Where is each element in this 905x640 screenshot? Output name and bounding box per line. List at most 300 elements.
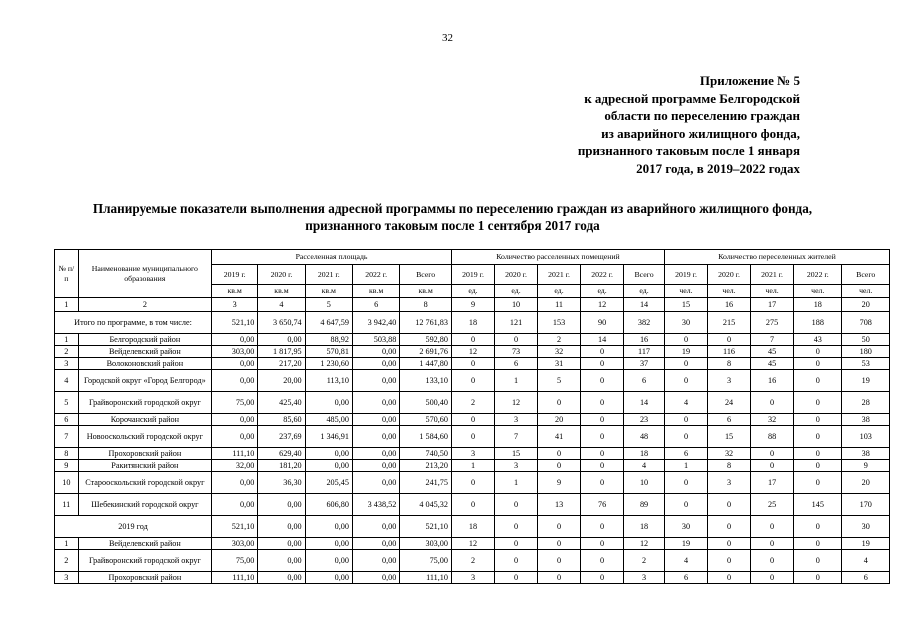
header-unit: чел.: [708, 285, 751, 298]
value-cell: 237,69: [258, 426, 305, 448]
value-cell: 12: [624, 538, 665, 550]
value-cell: 85,60: [258, 414, 305, 426]
value-cell: 116: [708, 346, 751, 358]
value-cell: 0,00: [212, 334, 258, 346]
value-cell: 0,00: [352, 448, 399, 460]
total-cell: 30: [664, 312, 707, 334]
value-cell: 0: [794, 448, 842, 460]
value-cell: 0: [581, 572, 624, 584]
municipality-name: Старооскольский городской округ: [78, 472, 211, 494]
header-year: 2021 г.: [751, 265, 794, 285]
value-cell: 6: [842, 572, 890, 584]
value-cell: 0: [538, 392, 581, 414]
value-cell: 0: [664, 358, 707, 370]
value-cell: 133,10: [400, 370, 452, 392]
value-cell: 12: [495, 392, 538, 414]
value-cell: 53: [842, 358, 890, 370]
value-cell: 38: [842, 414, 890, 426]
value-cell: 6: [624, 370, 665, 392]
value-cell: 38: [842, 448, 890, 460]
value-cell: 1 346,91: [305, 426, 352, 448]
total-cell: 30: [842, 516, 890, 538]
value-cell: 0,00: [352, 392, 399, 414]
value-cell: 31: [538, 358, 581, 370]
appendix-line: 2017 года, в 2019–2022 годах: [636, 160, 800, 176]
value-cell: 303,00: [212, 346, 258, 358]
total-cell: 188: [794, 312, 842, 334]
value-cell: 503,88: [352, 334, 399, 346]
appendix-header: [480, 72, 800, 177]
row-number: 7: [55, 426, 79, 448]
value-cell: 13: [538, 494, 581, 516]
total-cell: 121: [495, 312, 538, 334]
value-cell: 8: [708, 358, 751, 370]
value-cell: 19: [664, 538, 707, 550]
value-cell: 0: [451, 370, 494, 392]
value-cell: 3: [495, 414, 538, 426]
header-year: 2020 г.: [708, 265, 751, 285]
total-cell: 521,10: [400, 516, 452, 538]
value-cell: 2: [624, 550, 665, 572]
value-cell: 0: [794, 538, 842, 550]
total-cell: 18: [624, 516, 665, 538]
total-cell: 382: [624, 312, 665, 334]
header-group-premises: Количество расселенных помещений: [451, 250, 664, 265]
header-year: 2019 г.: [212, 265, 258, 285]
value-cell: 2: [538, 334, 581, 346]
value-cell: 0,00: [352, 358, 399, 370]
value-cell: 0: [751, 392, 794, 414]
value-cell: 12: [451, 346, 494, 358]
value-cell: 75,00: [212, 392, 258, 414]
value-cell: 0,00: [352, 538, 399, 550]
value-cell: 1 584,60: [400, 426, 452, 448]
value-cell: 1: [664, 460, 707, 472]
value-cell: 12: [451, 538, 494, 550]
value-cell: 0: [451, 472, 494, 494]
value-cell: 0: [451, 334, 494, 346]
value-cell: 4: [624, 460, 665, 472]
total-cell: 521,10: [212, 516, 258, 538]
value-cell: 0: [794, 392, 842, 414]
value-cell: 0: [664, 494, 707, 516]
row-number: 10: [55, 472, 79, 494]
value-cell: 241,75: [400, 472, 452, 494]
value-cell: 0: [751, 460, 794, 472]
value-cell: 606,80: [305, 494, 352, 516]
column-number: 18: [794, 298, 842, 312]
value-cell: 111,10: [400, 572, 452, 584]
value-cell: 0: [794, 550, 842, 572]
value-cell: 32: [708, 448, 751, 460]
value-cell: 18: [624, 448, 665, 460]
value-cell: 32,00: [212, 460, 258, 472]
value-cell: 0,00: [352, 414, 399, 426]
value-cell: 0: [751, 550, 794, 572]
value-cell: 4 045,32: [400, 494, 452, 516]
value-cell: 6: [664, 448, 707, 460]
table-row: [55, 392, 890, 414]
header-year: Всего: [400, 265, 452, 285]
value-cell: 73: [495, 346, 538, 358]
total-cell: 30: [664, 516, 707, 538]
header-unit: кв.м: [305, 285, 352, 298]
value-cell: 9: [842, 460, 890, 472]
table-row: [55, 550, 890, 572]
header-name: Наименование муниципального образования: [78, 250, 211, 298]
year-2019-total-row: [55, 516, 890, 538]
value-cell: 0: [538, 448, 581, 460]
value-cell: 170: [842, 494, 890, 516]
row-number: 4: [55, 370, 79, 392]
value-cell: 103: [842, 426, 890, 448]
value-cell: 111,10: [212, 448, 258, 460]
row-label: Итого по программе, в том числе:: [55, 312, 212, 334]
value-cell: 0: [581, 358, 624, 370]
table-row: [55, 572, 890, 584]
header-year: Всего: [842, 265, 890, 285]
municipality-name: Грайворонский городской округ: [78, 550, 211, 572]
row-number: 3: [55, 358, 79, 370]
value-cell: 0: [581, 550, 624, 572]
value-cell: 88,92: [305, 334, 352, 346]
value-cell: 0: [708, 550, 751, 572]
column-number: 20: [842, 298, 890, 312]
value-cell: 0,00: [352, 346, 399, 358]
value-cell: 7: [495, 426, 538, 448]
value-cell: 0: [495, 494, 538, 516]
value-cell: 0: [538, 550, 581, 572]
column-number: 15: [664, 298, 707, 312]
municipality-name: Корочанский район: [78, 414, 211, 426]
row-number: 11: [55, 494, 79, 516]
value-cell: 0: [495, 334, 538, 346]
value-cell: 6: [708, 414, 751, 426]
value-cell: 50: [842, 334, 890, 346]
value-cell: 3: [495, 460, 538, 472]
value-cell: 0,00: [305, 460, 352, 472]
value-cell: 3: [451, 448, 494, 460]
value-cell: 1: [495, 472, 538, 494]
value-cell: 16: [751, 370, 794, 392]
value-cell: 0: [581, 346, 624, 358]
value-cell: 0,00: [352, 370, 399, 392]
header-unit: ед.: [581, 285, 624, 298]
column-number: 6: [352, 298, 399, 312]
value-cell: 3 438,52: [352, 494, 399, 516]
column-numbers-row: [55, 298, 890, 312]
header-year: 2022 г.: [581, 265, 624, 285]
total-cell: 0: [751, 516, 794, 538]
total-cell: 708: [842, 312, 890, 334]
row-number: 1: [55, 538, 79, 550]
header-unit: ед.: [451, 285, 494, 298]
header-unit: кв.м: [212, 285, 258, 298]
row-number: 5: [55, 392, 79, 414]
header-group-area: Расселенная площадь: [212, 250, 452, 265]
value-cell: 0: [708, 572, 751, 584]
municipality-name: Ракитянский район: [78, 460, 211, 472]
value-cell: 75,00: [400, 550, 452, 572]
value-cell: 0: [664, 426, 707, 448]
value-cell: 0,00: [212, 472, 258, 494]
total-cell: 0,00: [258, 516, 305, 538]
value-cell: 181,20: [258, 460, 305, 472]
value-cell: 3: [624, 572, 665, 584]
value-cell: 4: [664, 550, 707, 572]
value-cell: 0: [708, 494, 751, 516]
value-cell: 0: [708, 538, 751, 550]
header-unit: кв.м: [400, 285, 452, 298]
value-cell: 45: [751, 346, 794, 358]
table-row: [55, 448, 890, 460]
value-cell: 0,00: [352, 426, 399, 448]
table-row: [55, 494, 890, 516]
value-cell: 32: [751, 414, 794, 426]
value-cell: 76: [581, 494, 624, 516]
header-unit: кв.м: [258, 285, 305, 298]
value-cell: 0: [794, 414, 842, 426]
value-cell: 0,00: [305, 572, 352, 584]
table-row: [55, 414, 890, 426]
total-cell: 0,00: [305, 516, 352, 538]
value-cell: 0: [794, 572, 842, 584]
value-cell: 0: [751, 538, 794, 550]
appendix-line: к адресной программе Белгородской: [584, 90, 800, 106]
value-cell: 20: [538, 414, 581, 426]
value-cell: 0,00: [258, 572, 305, 584]
value-cell: 0: [581, 460, 624, 472]
column-number: 12: [581, 298, 624, 312]
value-cell: 0,00: [212, 414, 258, 426]
value-cell: 0: [538, 572, 581, 584]
value-cell: 0: [451, 358, 494, 370]
value-cell: 19: [842, 370, 890, 392]
value-cell: 0: [451, 494, 494, 516]
value-cell: 0: [495, 538, 538, 550]
header-row-groups: [55, 250, 890, 265]
value-cell: 20: [842, 472, 890, 494]
value-cell: 0: [581, 472, 624, 494]
value-cell: 89: [624, 494, 665, 516]
document-title: [30, 200, 875, 234]
value-cell: 0,00: [258, 538, 305, 550]
header-year: 2022 г.: [352, 265, 399, 285]
total-cell: 275: [751, 312, 794, 334]
total-cell: 3 650,74: [258, 312, 305, 334]
total-cell: 12 761,83: [400, 312, 452, 334]
total-cell: 0: [581, 516, 624, 538]
value-cell: 145: [794, 494, 842, 516]
value-cell: 0,00: [305, 448, 352, 460]
value-cell: 592,80: [400, 334, 452, 346]
value-cell: 1 447,80: [400, 358, 452, 370]
value-cell: 0: [664, 370, 707, 392]
value-cell: 0: [794, 460, 842, 472]
value-cell: 0,00: [212, 494, 258, 516]
appendix-line: из аварийного жилищного фонда,: [601, 125, 800, 141]
header-year: 2019 г.: [451, 265, 494, 285]
value-cell: 213,20: [400, 460, 452, 472]
value-cell: 1: [495, 370, 538, 392]
value-cell: 0: [581, 448, 624, 460]
page-number: 32: [442, 32, 453, 44]
header-unit: ед.: [624, 285, 665, 298]
value-cell: 25: [751, 494, 794, 516]
value-cell: 500,40: [400, 392, 452, 414]
column-number: 11: [538, 298, 581, 312]
header-unit: чел.: [751, 285, 794, 298]
table-row: [55, 538, 890, 550]
value-cell: 5: [538, 370, 581, 392]
column-number: 14: [624, 298, 665, 312]
row-number: 3: [55, 572, 79, 584]
table-row: [55, 346, 890, 358]
value-cell: 17: [751, 472, 794, 494]
value-cell: 23: [624, 414, 665, 426]
value-cell: 570,60: [400, 414, 452, 426]
value-cell: 28: [842, 392, 890, 414]
value-cell: 0: [664, 414, 707, 426]
value-cell: 15: [708, 426, 751, 448]
header-year: 2020 г.: [258, 265, 305, 285]
table-row: [55, 472, 890, 494]
value-cell: 37: [624, 358, 665, 370]
value-cell: 0: [581, 370, 624, 392]
value-cell: 111,10: [212, 572, 258, 584]
value-cell: 0,00: [212, 426, 258, 448]
table-row: [55, 334, 890, 346]
column-number: 9: [451, 298, 494, 312]
value-cell: 0: [708, 334, 751, 346]
header-group-residents: Количество переселенных жителей: [664, 250, 889, 265]
total-cell: 0: [538, 516, 581, 538]
value-cell: 32: [538, 346, 581, 358]
header-unit: чел.: [794, 285, 842, 298]
value-cell: 0: [451, 426, 494, 448]
value-cell: 8: [708, 460, 751, 472]
value-cell: 19: [842, 538, 890, 550]
column-number: 8: [400, 298, 452, 312]
header-unit: чел.: [842, 285, 890, 298]
title-line: Планируемые показатели выполнения адресной программы по переселению граждан из аварийного жилищного фонда,: [92, 201, 813, 216]
total-cell: 18: [451, 516, 494, 538]
row-number: 2: [55, 550, 79, 572]
value-cell: 570,81: [305, 346, 352, 358]
municipality-name: Грайворонский городской округ: [78, 392, 211, 414]
header-year: 2022 г.: [794, 265, 842, 285]
header-unit: кв.м: [352, 285, 399, 298]
value-cell: 7: [751, 334, 794, 346]
value-cell: 14: [624, 392, 665, 414]
value-cell: 0: [751, 572, 794, 584]
column-number: 2: [78, 298, 211, 312]
value-cell: 48: [624, 426, 665, 448]
value-cell: 36,30: [258, 472, 305, 494]
row-number: 8: [55, 448, 79, 460]
value-cell: 217,20: [258, 358, 305, 370]
value-cell: 0: [794, 426, 842, 448]
municipality-name: Вейделевский район: [78, 538, 211, 550]
total-cell: 0: [794, 516, 842, 538]
value-cell: 9: [538, 472, 581, 494]
value-cell: 0: [794, 346, 842, 358]
municipality-name: Волоконовский район: [78, 358, 211, 370]
total-cell: 18: [451, 312, 494, 334]
header-unit: чел.: [664, 285, 707, 298]
value-cell: 19: [664, 346, 707, 358]
total-cell: 215: [708, 312, 751, 334]
total-cell: 3 942,40: [352, 312, 399, 334]
program-total-row: [55, 312, 890, 334]
municipality-name: Прохоровский район: [78, 448, 211, 460]
column-number: 16: [708, 298, 751, 312]
header-year: 2021 г.: [305, 265, 352, 285]
value-cell: 16: [624, 334, 665, 346]
column-number: 3: [212, 298, 258, 312]
municipality-name: Новооскольский городской округ: [78, 426, 211, 448]
table-row: [55, 426, 890, 448]
column-number: 17: [751, 298, 794, 312]
value-cell: 88: [751, 426, 794, 448]
column-number: 1: [55, 298, 79, 312]
total-cell: 4 647,59: [305, 312, 352, 334]
value-cell: 41: [538, 426, 581, 448]
value-cell: 2 691,76: [400, 346, 452, 358]
value-cell: 24: [708, 392, 751, 414]
value-cell: 0,00: [258, 550, 305, 572]
column-number: 4: [258, 298, 305, 312]
value-cell: 0: [581, 414, 624, 426]
value-cell: 180: [842, 346, 890, 358]
row-number: 2: [55, 346, 79, 358]
row-number: 6: [55, 414, 79, 426]
value-cell: 2: [451, 550, 494, 572]
header-year: 2021 г.: [538, 265, 581, 285]
total-cell: 153: [538, 312, 581, 334]
value-cell: 0: [538, 538, 581, 550]
value-cell: 0,00: [352, 472, 399, 494]
column-number: 10: [495, 298, 538, 312]
value-cell: 0,00: [305, 550, 352, 572]
total-cell: 0: [708, 516, 751, 538]
value-cell: 0,00: [212, 358, 258, 370]
value-cell: 3: [708, 472, 751, 494]
municipality-name: Прохоровский район: [78, 572, 211, 584]
value-cell: 4: [664, 392, 707, 414]
value-cell: 6: [495, 358, 538, 370]
header-year: Всего: [624, 265, 665, 285]
value-cell: 0: [751, 448, 794, 460]
total-cell: 0: [495, 516, 538, 538]
value-cell: 0,00: [258, 334, 305, 346]
value-cell: 0,00: [305, 392, 352, 414]
total-cell: 521,10: [212, 312, 258, 334]
value-cell: 0: [495, 572, 538, 584]
value-cell: 4: [842, 550, 890, 572]
value-cell: 43: [794, 334, 842, 346]
table-row: [55, 370, 890, 392]
header-unit: ед.: [538, 285, 581, 298]
municipality-name: Шебекинский городской округ: [78, 494, 211, 516]
title-line: признанного таковым после 1 сентября 2017 года: [305, 218, 600, 233]
value-cell: 0,00: [212, 370, 258, 392]
column-number: 5: [305, 298, 352, 312]
value-cell: 10: [624, 472, 665, 494]
value-cell: 303,00: [400, 538, 452, 550]
value-cell: 0,00: [352, 460, 399, 472]
municipality-name: Вейделевский район: [78, 346, 211, 358]
